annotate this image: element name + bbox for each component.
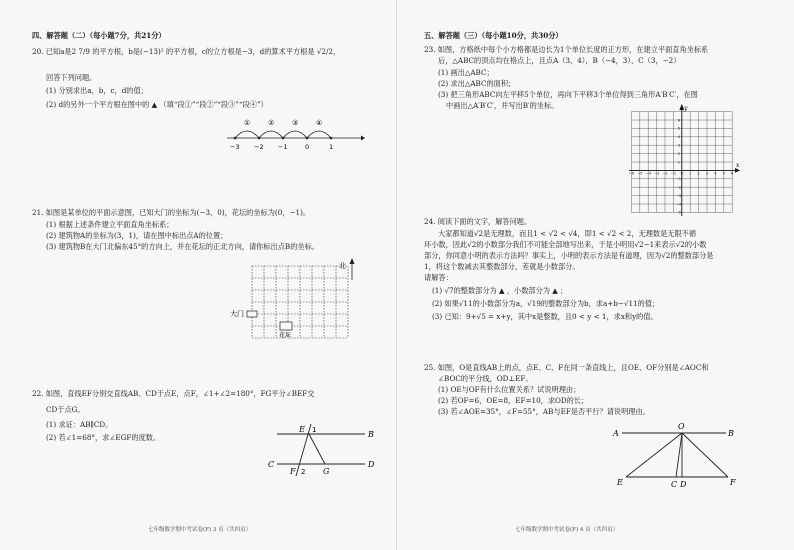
q23-part-3: (3) 把三角形ABC向左平移5个单位，再向下平移3个单位得到三角形A′B′C′，在图 [438,90,698,99]
y-tick-label: 1 [677,160,681,165]
segment-arc-2 [259,131,283,138]
segment-of [682,433,728,477]
y-tick-label: −5 [675,210,682,215]
number-line-arrow [361,136,365,141]
label-d: D [680,480,687,489]
label-f: F [730,478,736,487]
tick-label: −1 [278,143,288,151]
triangle-figure [612,420,752,490]
y-tick-label: 3 [677,143,681,148]
label-angle-1: 1 [312,426,317,434]
q20-part-1: (1) 分别求出a，b，c，d的值； [46,86,148,95]
label-b: B [368,430,374,439]
y-tick-label: −4 [675,202,682,207]
x-tick-label: 4 [714,171,717,176]
label-d: D [368,460,375,469]
x-tick-label: 6 [731,171,734,176]
segment-oe [626,433,682,477]
q24-passage-2: 环小数，因此√2的小数部分我们不可能全部地写出来，于是小明用√2−1来表示√2的小数 [424,240,707,249]
section-title-5: 五、解答题（三）（每小题10分，共30分） [424,31,563,40]
q23-part-2: (2) 求出△ABC的面积； [438,79,516,88]
segment-label-2: ② [268,119,275,127]
x-axis-label: x [736,162,740,169]
tick-label: 0 [305,143,310,151]
q20-part-2: (2) d的另外一个平方根在图中的 ▲ （填“段①”“段②”“段③”“段④”） [46,100,268,109]
q25-stem: 25. 如图，O是直线AB上的点，点E、C、F在同一条直线上，且OE、OF分别是∠AOC和 [424,363,709,372]
segment-label-4: ④ [316,119,323,127]
tick-label: −3 [230,143,240,151]
q22-stem: 22. 如图，直线EF分别交直线AB、CD于点E，点F，∠1+∠2=180°，FG平分∠BEF交 [32,389,315,398]
q22-stem-2: CD于点G。 [46,405,85,414]
flower-bed-label: 花坛 [279,332,292,339]
label-o: O [678,422,685,431]
number-line-figure [225,116,365,152]
q23-stem: 23. 如图，方格纸中每个小方格都是边长为1个单位长度的正方形，在建立平面直角坐标系 [424,45,709,54]
gate-marker [247,311,257,317]
q20-stem: 20. 已知a是2 7/9 的平方根，b是(−13)² 的平方根，c的立方根是−3，d的算术平方根是 √2/2， [32,47,341,56]
label-c: C [671,480,678,489]
q24-part-3: (3) 已知：9+√5 = x+y，其中x是整数，且0 < y < 1，求x和y的值。 [432,312,658,321]
q24-passage-3: 部分，你同意小明的表示方法吗？事实上，小明的表示方法是有道理，因为√2的整数部分是 [424,251,714,260]
q25-part-3: (3) 若∠AOE=35°，∠F=55°，AB与EF是否平行？请说明理由。 [438,407,650,416]
y-tick-label: 5 [677,126,681,131]
x-tick-label: 3 [705,171,709,176]
y-axis-label: y [684,105,688,112]
x-tick-label: −3 [654,171,660,176]
x-tick-label: 1 [689,171,692,176]
segment-oc [676,433,682,477]
q21-part-2: (2) 建筑物A的坐标为(3，1)，请在图中标出点A的位置； [46,231,228,240]
y-tick-label: 2 [677,151,681,156]
q24-passage-4: 1，将这个数减去其整数部分，差就是小数部分。 [424,262,580,271]
q22-part-2: (2) 若∠1=68°，求∠EGF的度数。 [46,433,161,442]
label-e: E [617,478,623,487]
label-e: E [299,425,305,434]
x-tick-label: −5 [637,171,643,176]
q24-stem: 24. 阅读下面的文字，解答问题。 [424,217,532,226]
q23-stem-2: 后，△ABC的顶点均在格点上，且点A（3，4），B（−4，3），C（3，−2） [438,56,681,65]
flower-bed-marker [280,322,292,330]
x-tick-label: −6 [628,171,635,176]
right-page [397,0,794,550]
segment-label-3: ③ [292,119,299,127]
left-page-footer: 七年级数学期中考试卷(F) 3 页（共四页） [148,527,252,533]
q21-stem: 21. 如图是某单位的平面示意图，已知大门的坐标为(−3，0)，花坛的坐标为(0，−1)。 [32,208,311,217]
segment-arc-3 [283,131,307,138]
bisector-eg [309,434,325,464]
parallel-lines-figure [265,420,385,478]
label-a: A [613,429,619,438]
y-tick-label: −3 [675,193,682,198]
gate-label: 大门 [230,310,244,318]
floor-plan-grid [230,258,360,344]
q21-part-1: (1) 根据上述条件建立平面直角坐标系； [46,220,174,229]
q25-part-1: (1) OE与OF有什么位置关系？试说明理由； [438,385,581,394]
q20-stem-2: 回答下列问题。 [46,73,97,82]
x-tick-label: 2 [697,171,700,176]
coordinate-grid [625,104,741,222]
q23-part-3-cont: 中画出△A′B′C′，并写出B′的坐标。 [446,101,559,110]
section-title-4: 四、解答题（二）（每小题7分，共21分） [32,31,166,40]
north-arrow-icon [350,258,355,264]
q24-part-2: (2) 如果√11的小数部分为a，√19的整数部分为b，求a+b−√11的值； [432,299,660,308]
north-label: 北 [339,262,346,270]
label-angle-2: 2 [301,468,306,476]
y-tick-label: −1 [675,177,682,182]
tick-label: −2 [254,143,264,151]
x-tick-label: 5 [722,171,725,176]
label-g: G [323,467,330,476]
segment-arc-4 [307,131,331,138]
q24-passage-5: 请解答： [424,273,453,282]
tick-label: 1 [329,143,334,151]
q25-part-2: (2) 若OF=6，OE=8，EF=10，求OD的长； [438,396,589,405]
y-tick-label: 4 [677,135,681,140]
segment-label-1: ① [244,119,251,127]
label-c: C [268,460,275,469]
label-b: B [728,429,734,438]
y-tick-label: 6 [677,118,681,123]
q23-part-1: (1) 画出△ABC； [438,68,494,77]
label-f: F [290,467,296,476]
x-tick-label: −2 [662,171,668,176]
segment-arc-1 [235,131,259,138]
q24-part-1: (1) √7的整数部分为 ▲ ，小数部分为 ▲ ； [432,286,568,295]
q21-part-3: (3) 建筑物B在大门北偏东45°的方向上，并在花坛的正北方向，请你标出点B的坐标。 [46,242,319,251]
x-tick-label: −1 [670,171,677,176]
q25-stem-2: ∠BOC的平分线，OD⊥EF。 [438,374,533,383]
x-tick-label: O [680,171,684,176]
y-tick-label: −2 [675,185,682,190]
q24-passage-1: 大家都知道√2是无理数，而且1 < √2 < √4，即1 < √2 < 2，无理数是无限不循 [438,229,697,238]
x-tick-label: −4 [645,171,651,176]
q22-part-1: (1) 求证：AB∥CD。 [46,420,113,429]
right-page-footer: 七年级数学期中考试卷(F) 4 页（共四页） [515,527,619,533]
